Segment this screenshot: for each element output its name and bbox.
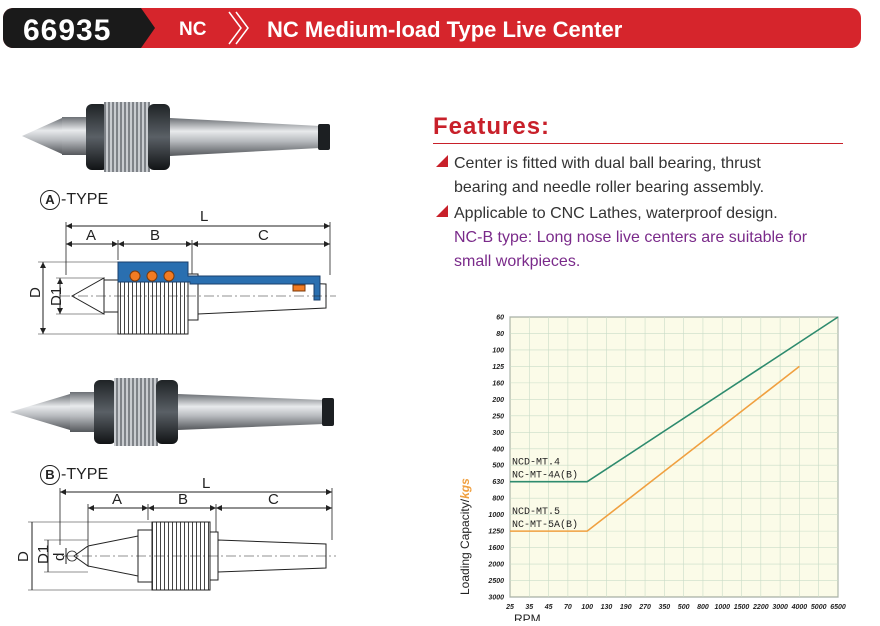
y-tick-label: 800 [492, 495, 504, 503]
dim-c: C [258, 227, 269, 244]
x-tick-label: 45 [544, 604, 553, 611]
feature-1-line2: bearing and needle roller bearing assembly. [454, 179, 765, 196]
y-tick-label: 160 [492, 380, 504, 388]
type-a-label [40, 190, 108, 210]
y-tick-label: 1000 [488, 512, 504, 520]
type-a-suffix: -TYPE [61, 191, 109, 208]
y-tick-label: 200 [492, 396, 504, 404]
dim-d1-b: D1 [35, 544, 52, 564]
y-tick-label: 2500 [488, 578, 504, 586]
page-title: NC Medium-load Type Live Center [267, 17, 623, 42]
x-tick-label: 270 [639, 604, 651, 611]
dim-a-b: A [112, 491, 123, 508]
type-b-letter: B [40, 465, 60, 485]
technical-drawings [0, 0, 440, 623]
dim-a: A [86, 227, 97, 244]
x-tick-label: 4000 [791, 604, 808, 611]
dim-d: D [27, 287, 44, 298]
type-a-letter: A [40, 190, 60, 210]
y-axis-title: Loading Capacity/kgs [458, 478, 472, 595]
y-tick-label: 630 [492, 479, 504, 487]
type-b-label [40, 465, 108, 485]
x-tick-label: 500 [677, 604, 690, 611]
x-axis-title: RPM [514, 612, 541, 621]
type-b-suffix: -TYPE [61, 466, 109, 483]
series-label-line1: NCD-MT.4 [512, 457, 561, 469]
y-tick-label: 500 [492, 462, 504, 470]
x-tick-label: 130 [600, 604, 613, 611]
feature-2-line1: Applicable to CNC Lathes, waterproof design. [454, 205, 778, 222]
x-tick-label: 1000 [714, 604, 731, 611]
feature-note [436, 226, 807, 274]
y-tick-label: 2000 [488, 561, 504, 569]
x-tick-label: 1500 [733, 604, 750, 611]
x-tick-label: 5000 [810, 604, 827, 611]
dim-l-b: L [202, 475, 211, 492]
triangle-bullet-icon [436, 155, 448, 167]
note-line1: NC-B type: Long nose live centers are suitable for [454, 229, 808, 246]
y-tick-label: 100 [492, 347, 504, 355]
series-label-line2: NC-MT-5A(B) [512, 520, 579, 532]
chart-svg [450, 305, 850, 621]
y-tick-label: 250 [492, 413, 504, 421]
x-tick-label: 25 [506, 604, 514, 611]
dim-b: B [150, 227, 161, 244]
y-tick-label: 400 [492, 446, 504, 454]
x-tick-label: 800 [697, 604, 709, 611]
y-tick-label: 1250 [488, 528, 504, 536]
x-tick-label: 190 [619, 604, 632, 611]
triangle-bullet-icon [436, 205, 448, 217]
feature-item-2 [436, 202, 778, 226]
loading-capacity-chart [450, 305, 850, 626]
type-b-dimension-drawing [15, 475, 336, 590]
feature-item-1 [436, 152, 764, 200]
type-a-photo [22, 102, 330, 172]
x-tick-label: 6500 [830, 604, 846, 611]
dim-d1: D1 [48, 286, 65, 306]
x-tick-label: 2200 [753, 604, 769, 611]
features-heading: Features: [433, 113, 551, 140]
series-label: NC [179, 19, 207, 40]
y-tick-labels [487, 315, 504, 602]
dim-c-b: C [268, 491, 279, 508]
series-label-line2: NC-MT-4A(B) [512, 470, 579, 482]
x-tick-label: 350 [658, 604, 671, 611]
x-tick-label: 100 [581, 604, 594, 611]
note-line2: small workpieces. [454, 253, 581, 270]
features-divider [433, 143, 843, 144]
y-tick-label: 60 [496, 314, 504, 322]
feature-1-line1: Center is fitted with dual ball bearing, thrust [454, 155, 761, 172]
dim-b-b: B [178, 491, 189, 508]
y-tick-label: 300 [492, 429, 504, 437]
x-tick-labels [505, 604, 846, 611]
y-tick-label: 1600 [488, 545, 504, 553]
y-tick-label: 125 [492, 363, 504, 371]
series-label-line1: NCD-MT.5 [512, 507, 561, 519]
x-tick-label: 3000 [772, 604, 788, 611]
x-tick-label: 70 [563, 604, 572, 611]
dim-small-d-b: d [51, 552, 68, 561]
x-tick-label: 35 [525, 604, 534, 611]
dim-l: L [200, 208, 209, 225]
type-a-dimension-drawing [27, 208, 336, 334]
y-tick-label: 80 [496, 330, 504, 338]
type-b-photo [10, 378, 334, 446]
dim-d-b: D [15, 551, 32, 562]
y-tick-label: 3000 [488, 594, 504, 602]
product-code: 66935 [23, 14, 112, 47]
